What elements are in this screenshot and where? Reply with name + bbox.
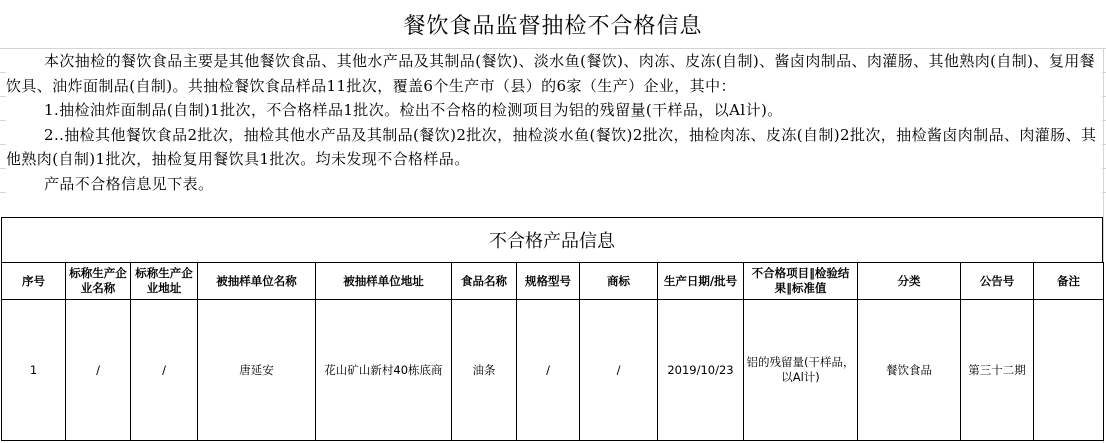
table-cell: 唐延安 (198, 300, 316, 441)
column-header: 序号 (2, 263, 66, 300)
page-title: 餐饮食品监督抽检不合格信息 (0, 0, 1106, 49)
table-cell: 餐饮食品 (858, 300, 961, 441)
table-cell: 第三十二期 (961, 300, 1034, 441)
table-cell: / (66, 300, 131, 441)
intro-text (6, 49, 1102, 217)
table-cell: 油条 (452, 300, 517, 441)
table-cell: 1 (2, 300, 66, 441)
table-cell: 花山矿山新村40栋底商 (316, 300, 452, 441)
intro-paragraph: 产品不合格信息见下表。 (44, 174, 214, 193)
column-header: 分类 (858, 263, 961, 300)
column-header: 标称生产企业名称 (66, 263, 131, 300)
intro-paragraph: 1.抽检油炸面制品(自制)1批次，不合格样品1批次。检出不合格的检测项目为铝的残留量(干样品，以Al计)。 (44, 101, 783, 119)
table-cell: 2019/10/23 (658, 300, 744, 441)
column-header: 公告号 (961, 263, 1034, 300)
table-cell: / (580, 300, 658, 441)
column-header: 标称生产企业地址 (131, 263, 198, 300)
column-header: 商标 (580, 263, 658, 300)
column-header: 被抽样单位名称 (198, 263, 316, 300)
intro-paragraph: 本次抽检的餐饮食品主要是其他餐饮食品、其他水产品及其制品(餐饮)、淡水鱼(餐饮)、肉冻、皮冻(自制)、酱卤肉制品、肉灌肠、其他熟肉(自制)、复用餐饮具、油炸面制品(自制)。共抽检餐饮食品样品11批次，覆盖6个生产市（县）的6家（生产）企业，其中： (6, 52, 1096, 95)
table-cell (1034, 300, 1104, 441)
column-header: 被抽样单位地址 (316, 263, 452, 300)
nonconforming-products-table (1, 262, 1104, 441)
table-cell: / (131, 300, 198, 441)
column-header: 备注 (1034, 263, 1104, 300)
intro-paragraph: 2..抽检其他餐饮食品2批次，抽检其他水产品及其制品(餐饮)2批次，抽检淡水鱼(餐饮)2批次，抽检肉冻、皮冻(自制)2批次，抽检酱卤肉制品、肉灌肠、其他熟肉(自制)1批次，抽检复用餐饮具1批次。均未发现不合格样品。 (6, 125, 1097, 168)
table-cell: 铝的残留量(干样品，以Al计) (744, 300, 858, 441)
table-cell: / (517, 300, 580, 441)
column-header: 规格型号 (517, 263, 580, 300)
table-caption: 不合格产品信息 (1, 217, 1103, 263)
column-header: 不合格项目‖检验结果‖标准值 (744, 263, 858, 300)
column-header: 食品名称 (452, 263, 517, 300)
table-row (2, 300, 1104, 441)
column-header: 生产日期/批号 (658, 263, 744, 300)
table-header-row (2, 263, 1104, 300)
